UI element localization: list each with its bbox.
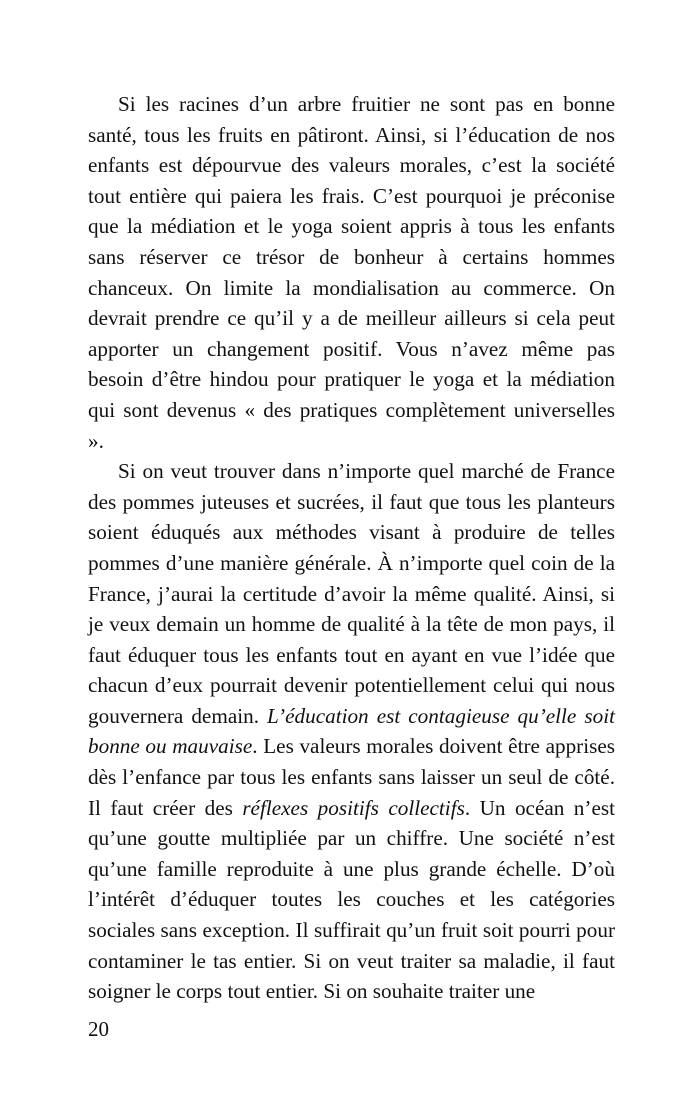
paragraph-2-text-1: Si on veut trouver dans n’importe quel marché de France des pommes juteuses et sucrées, il faut que tous les planteurs soient éduqués aux méthodes visant à produire de telles pommes d’une manière générale. À n’importe quel coin de la France, j’aurai la certitude d’avoir la même qualité. Ainsi, si je veux demain un homme de qualité à la tête de mon pays, il faut éduquer tous les enfants tout en ayant en vue l’idée que chacun d’eux pourrait devenir potentiellement celui qui nous gouvernera demain. (88, 459, 615, 728)
paragraph-2-italic-2: réflexes positifs collectifs (242, 795, 465, 820)
paragraph-2 (88, 456, 615, 1007)
paragraph-2-text-3: . Un océan n’est qu’une goutte multipliée par un chiffre. Une société n’est qu’une famille reproduite à une plus grande échelle. D’où l’intérêt d’éduquer toutes les couches et les catégories sociales sans exception. Il suffirait qu’un fruit soit pourri pour contaminer le tas entier. Si on veut traiter sa maladie, il faut soigner le corps tout entier. Si on souhaite traiter une (88, 795, 615, 1004)
page-number: 20 (88, 1017, 109, 1041)
paragraph-2-italic-1: L’éducation est contagieuse qu’elle soit bonne ou mauvaise (88, 703, 615, 759)
paragraph-1: Si les racines d’un arbre fruitier ne sont pas en bonne santé, tous les fruits en pâtiront. Ainsi, si l’éducation de nos enfants est dépourvue des valeurs morales, c’est la société tout entière qui paiera les frais. C’est pourquoi je préconise que la médiation et le yoga soient appris à tous les enfants sans réserver ce trésor de bonheur à certains hommes chanceux. On limite la mondialisation au commerce. On devrait prendre ce qu’il y a de meilleur ailleurs si cela peut apporter un changement positif. Vous n’avez même pas besoin d’être hindou pour pratiquer le yoga et la médiation qui sont devenus « des pratiques complètement universelles ». (88, 92, 615, 453)
body-text (88, 89, 615, 1007)
paragraph-2-text-2: . Les valeurs morales doivent être apprises dès l’enfance par tous les enfants sans laisser un seul de côté. Il faut créer des (88, 734, 615, 820)
